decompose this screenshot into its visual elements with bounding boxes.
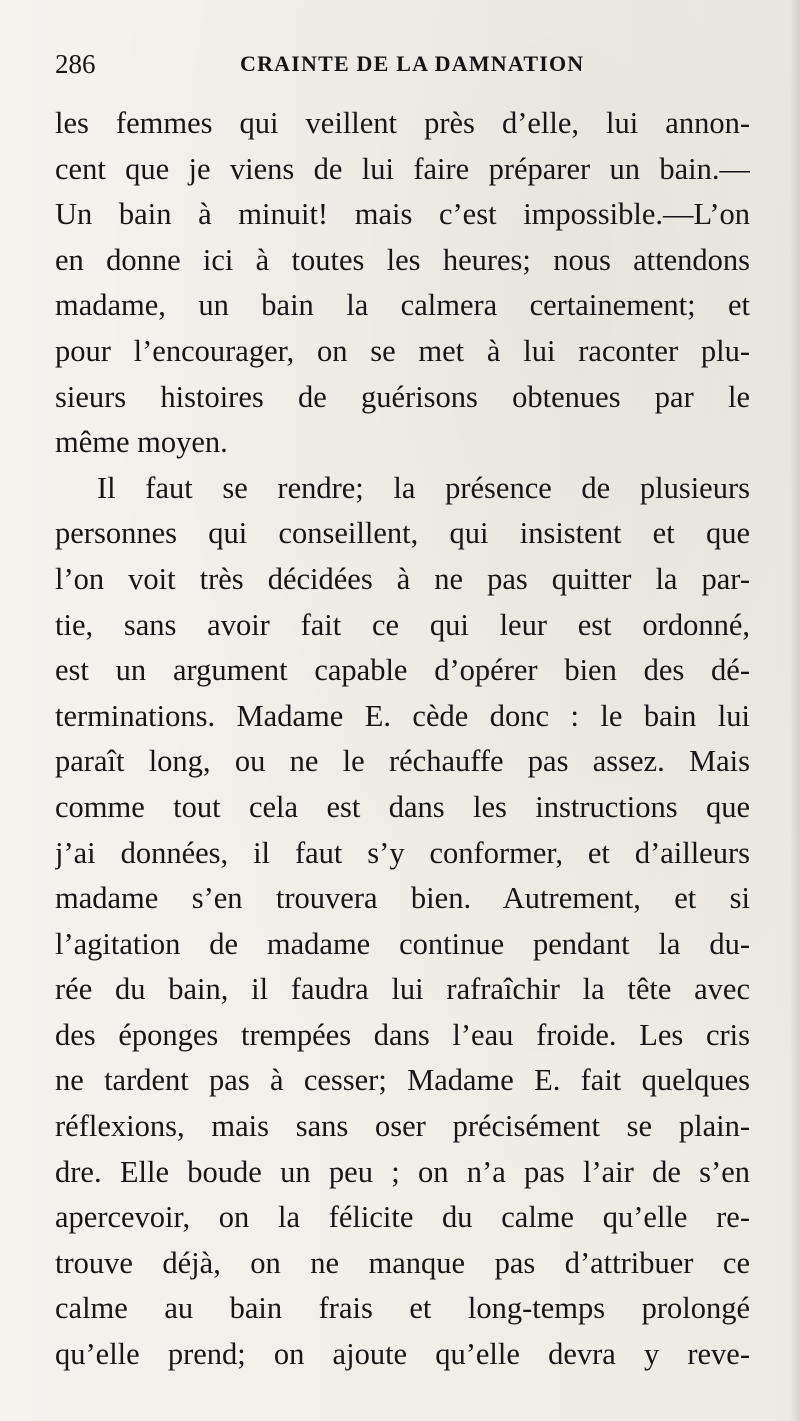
page-edge-shadow (790, 0, 800, 1421)
text-line: madame, un bain la calmera certainement; et (55, 288, 750, 323)
text-line: personnes qui conseillent, qui insistent et que (55, 516, 750, 551)
running-title: CRAINTE DE LA DAMNATION (240, 51, 585, 76)
text-line: j’ai données, il faut s’y conformer, et d’ailleurs (55, 835, 750, 870)
text-line: ne tardent pas à cesser; Madame E. fait quelques (55, 1063, 750, 1098)
text-line: apercevoir, on la félicite du calme qu’elle re- (55, 1200, 750, 1235)
body-text (55, 101, 750, 1378)
text-line: paraît long, ou ne le réchauffe pas assez. Mais (55, 744, 750, 779)
text-line: Un bain à minuit! mais c’est impossible.—L’on (55, 197, 750, 232)
text-line: madame s’en trouvera bien. Autrement, et si (55, 881, 750, 916)
text-line: les femmes qui veillent près d’elle, lui annon- (55, 106, 750, 140)
text-line: sieurs histoires de guérisons obtenues par le (55, 379, 750, 414)
text-line: trouve déjà, on ne manque pas d’attribuer ce (55, 1245, 750, 1280)
text-line: terminations. Madame E. cède donc : le bain lui (55, 698, 750, 733)
page-header (55, 44, 755, 84)
text-line: rée du bain, il faudra lui rafraîchir la tête avec (55, 972, 750, 1007)
text-line: comme tout cela est dans les instructions que (55, 789, 750, 824)
text-line: l’agitation de madame continue pendant la du- (55, 926, 750, 961)
text-line: cent que je viens de lui faire préparer un bain.— (55, 151, 750, 186)
page-number: 286 (55, 49, 96, 79)
text-line: des éponges trempées dans l’eau froide. Les cris (55, 1017, 750, 1052)
text-line: est un argument capable d’opérer bien des dé- (55, 653, 750, 688)
text-line: dre. Elle boude un peu ; on n’a pas l’air de s’en (55, 1154, 750, 1189)
text-line: qu’elle prend; on ajoute qu’elle devra y reve- (55, 1337, 750, 1372)
text-line: calme au bain frais et long-temps prolongé (55, 1291, 750, 1326)
text-line: même moyen. (55, 425, 228, 460)
text-line: pour l’encourager, on se met à lui raconter plu- (55, 333, 750, 368)
text-line: en donne ici à toutes les heures; nous attendons (55, 242, 750, 277)
text-line: tie, sans avoir fait ce qui leur est ordonné, (55, 607, 750, 642)
paragraph-first-line: Il faut se rendre; la présence de plusieurs (97, 470, 750, 505)
text-line: réflexions, mais sans oser précisément se plain- (55, 1109, 750, 1144)
text-line: l’on voit très décidées à ne pas quitter la par- (55, 561, 750, 596)
